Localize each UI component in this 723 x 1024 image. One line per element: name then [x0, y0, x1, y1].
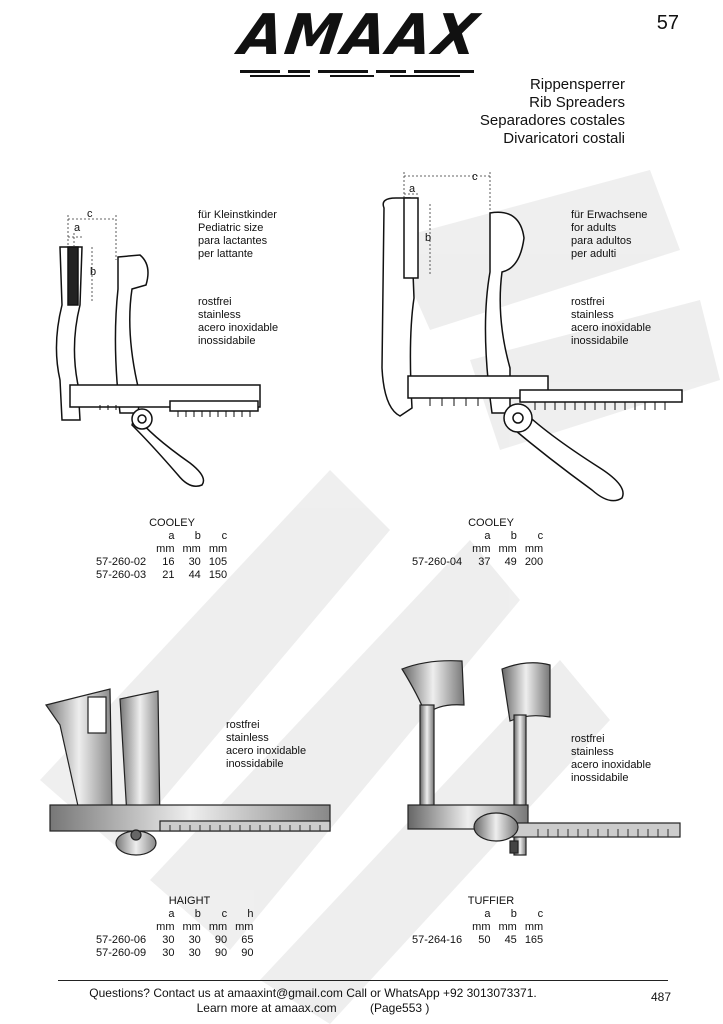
- dim-header: c: [537, 908, 544, 920]
- title-it: Divaricatori costali: [503, 130, 625, 147]
- value-cell: 45: [504, 934, 517, 946]
- unit-header: mm: [498, 543, 517, 555]
- table-row: [92, 569, 231, 582]
- dim-label-a-2: a: [409, 183, 416, 195]
- material-line: rostfrei: [571, 296, 605, 308]
- haight-material: [226, 719, 306, 771]
- unit-header: mm: [524, 921, 544, 933]
- unit-header: mm: [208, 921, 228, 933]
- description-line: para adultos: [571, 235, 632, 247]
- unit-header: mm: [182, 921, 201, 933]
- cooley-adult-material: [571, 296, 651, 348]
- page-number: 57: [656, 12, 679, 34]
- dim-label-c-2: c: [472, 171, 478, 183]
- value-cell: 30: [162, 934, 175, 946]
- footer-contact-line: Questions? Contact us at amaaxint@gmail.com Call or WhatsApp +92 3013073371.: [89, 986, 537, 1000]
- cooley-pediatric-material: [198, 296, 278, 348]
- title-block: [480, 76, 625, 148]
- amaax-logo: [235, 3, 490, 80]
- value-cell: 90: [214, 934, 228, 946]
- value-cell: 37: [478, 556, 491, 568]
- material-line: acero inoxidable: [198, 322, 279, 334]
- material-line: acero inoxidable: [571, 759, 652, 771]
- haight-spec-table: [92, 895, 287, 960]
- material-line: acero inoxidable: [571, 322, 652, 334]
- dim-label-a-1: a: [74, 222, 81, 234]
- description-line: for adults: [571, 222, 617, 234]
- dim-header: b: [510, 908, 517, 920]
- dim-header: a: [484, 908, 491, 920]
- article-code: 57-260-09: [96, 947, 147, 959]
- unit-header: mm: [472, 921, 491, 933]
- article-code: 57-264-16: [412, 934, 463, 946]
- material-line: stainless: [198, 309, 241, 321]
- dim-header: a: [484, 530, 491, 542]
- value-cell: 90: [214, 947, 228, 959]
- title-en: Rib Spreaders: [529, 94, 625, 111]
- unit-header: mm: [235, 921, 254, 933]
- dim-header: a: [168, 908, 175, 920]
- dim-header: a: [168, 530, 175, 542]
- value-cell: 30: [188, 556, 201, 568]
- tuffier-spec-table: [408, 895, 574, 947]
- description-line: für Kleinstkinder: [198, 209, 277, 221]
- description-line: Pediatric size: [198, 222, 264, 234]
- table-row: [408, 556, 547, 569]
- footer-website-line: Learn more at amaax.com (Page553 ): [196, 1001, 430, 1015]
- value-cell: 30: [188, 934, 201, 946]
- value-cell: 90: [241, 947, 254, 959]
- title-es: Separadores costales: [479, 112, 625, 129]
- article-code: 57-260-02: [96, 556, 147, 568]
- article-code: 57-260-04: [412, 556, 463, 568]
- unit-header: mm: [498, 921, 517, 933]
- unit-header: mm: [208, 543, 228, 555]
- material-line: inossidabile: [571, 772, 629, 784]
- product-name: TUFFIER: [467, 895, 515, 907]
- tuffier-material: [571, 733, 651, 785]
- description-line: per adulti: [571, 248, 617, 260]
- cooley-adult-description: [571, 209, 647, 261]
- material-line: stainless: [226, 732, 269, 744]
- dim-header: c: [537, 530, 544, 542]
- material-line: acero inoxidable: [226, 745, 307, 757]
- dim-header: b: [510, 530, 517, 542]
- logo-underline-bars: [240, 70, 485, 78]
- article-code: 57-260-03: [96, 569, 147, 581]
- product-name: COOLEY: [468, 517, 514, 529]
- dim-header: b: [194, 908, 201, 920]
- material-line: rostfrei: [571, 733, 605, 745]
- unit-header: mm: [182, 543, 201, 555]
- cooley-adult-spec-table: [408, 517, 574, 569]
- material-line: inossidabile: [198, 335, 256, 347]
- unit-header: mm: [156, 921, 175, 933]
- description-line: für Erwachsene: [571, 209, 648, 221]
- material-line: rostfrei: [198, 296, 232, 308]
- dim-label-c-1: c: [87, 208, 93, 220]
- dim-label-b-1: b: [90, 266, 97, 278]
- unit-header: mm: [524, 543, 544, 555]
- product-name: COOLEY: [149, 517, 195, 529]
- footer-contact: [58, 986, 568, 1016]
- dim-label-b-2: b: [425, 232, 432, 244]
- dim-header: b: [194, 530, 201, 542]
- cooley-pediatric-description: [198, 209, 277, 261]
- value-cell: 65: [241, 934, 254, 946]
- article-code: 57-260-06: [96, 934, 147, 946]
- description-line: para lactantes: [198, 235, 268, 247]
- logo-text: AMAAX: [235, 3, 484, 68]
- haight-illustration: [40, 685, 340, 880]
- value-cell: 30: [188, 947, 201, 959]
- cooley-pediatric-spec-table: [92, 517, 252, 582]
- value-cell: 105: [208, 556, 228, 568]
- value-cell: 200: [524, 556, 544, 568]
- description-line: per lattante: [198, 248, 254, 260]
- value-cell: 50: [478, 934, 491, 946]
- value-cell: 30: [162, 947, 175, 959]
- value-cell: 165: [524, 934, 544, 946]
- table-row: [408, 934, 547, 947]
- table-row: [92, 934, 257, 947]
- dim-header: c: [221, 530, 228, 542]
- value-cell: 150: [208, 569, 228, 581]
- value-cell: 21: [162, 569, 175, 581]
- unit-header: mm: [156, 543, 175, 555]
- product-name: HAIGHT: [168, 895, 211, 907]
- dim-header: c: [221, 908, 228, 920]
- title-de: Rippensperrer: [529, 76, 625, 93]
- material-line: rostfrei: [226, 719, 260, 731]
- material-line: stainless: [571, 309, 614, 321]
- table-row: [92, 556, 231, 569]
- footer-divider: [58, 980, 668, 981]
- material-line: inossidabile: [226, 758, 284, 770]
- value-cell: 44: [188, 569, 201, 581]
- dim-header: h: [247, 908, 254, 920]
- value-cell: 16: [162, 556, 175, 568]
- material-line: stainless: [571, 746, 614, 758]
- material-line: inossidabile: [571, 335, 629, 347]
- value-cell: 49: [504, 556, 517, 568]
- table-row: [92, 947, 257, 960]
- unit-header: mm: [472, 543, 491, 555]
- footer-page-number: 487: [650, 990, 671, 1004]
